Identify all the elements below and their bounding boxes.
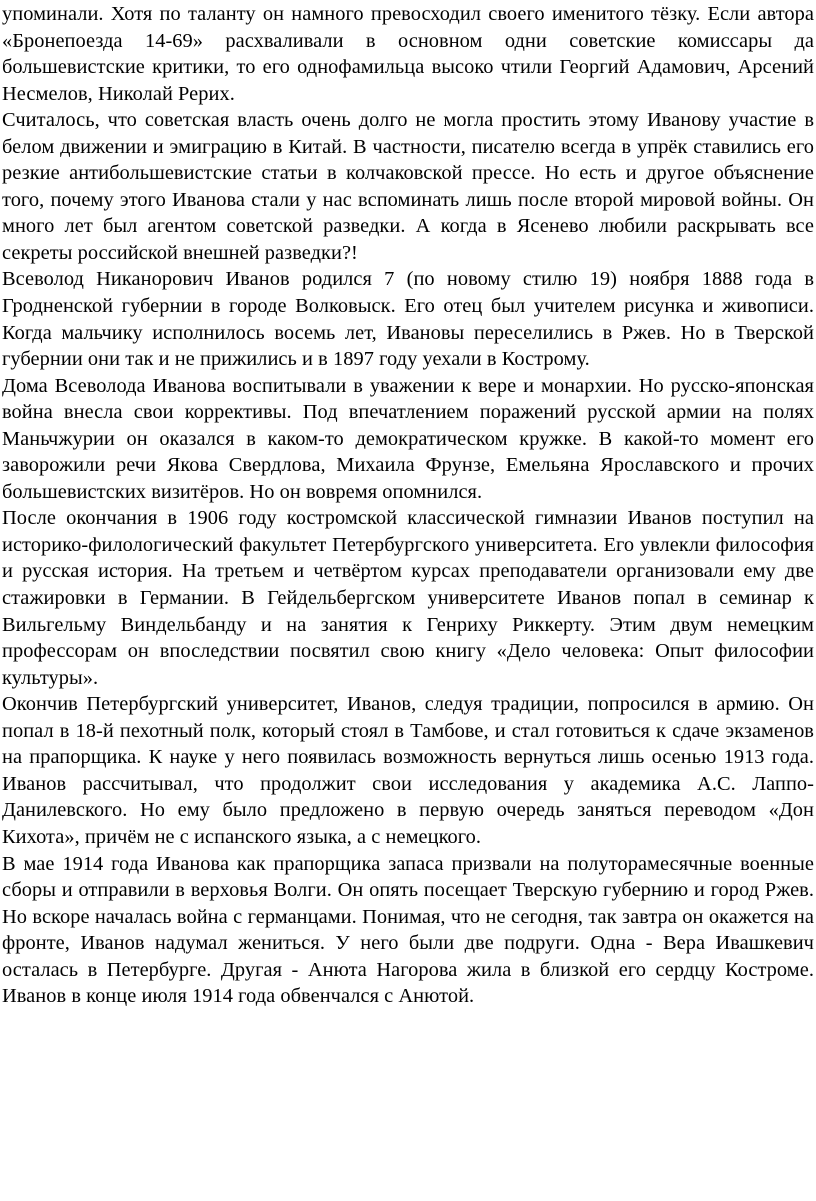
paragraph-5: После окончания в 1906 году костромской классической гимназии Иванов поступил на историко-филологический факультет Петербургского университета. Его увлекли философия и русская история. На третьем и четвёртом курсах преподаватели организовали ему две стажировки в Германии. В Гейдельбергском университете Иванов попал в семинар к Вильгельму Виндельбанду и на занятия к Генриху Риккерту. Этим двум немецким профессорам он впоследствии посвятил свою книгу «Дело человека: Опыт философии культуры». [2, 507, 814, 689]
paragraph-7: В мае 1914 года Иванова как прапорщика запаса призвали на полуторамесячные военные сборы и отправили в верховья Волги. Он опять посещает Тверскую губернию и город Ржев. Но вскоре началась война с германцами. Понимая, что не сегодня, так завтра он окажется на фронте, Иванов надумал жениться. У него были две подруги. Одна - Вера Ивашкевич осталась в Петербурге. Другая - Анюта Нагорова жила в близкой его сердцу Костроме. Иванов в конце июля 1914 года обвенчался с Анютой. [2, 852, 814, 1008]
paragraph-3: Всеволод Никанорович Иванов родился 7 (по новому стилю 19) ноября 1888 года в Гродненской губернии в городе Волковыск. Его отец был учителем рисунка и живописи. Когда мальчику исполнилось восемь лет, Ивановы переселились в Ржев. Но в Тверской губернии они так и не прижились и в 1897 году уехали в Кострому. [2, 268, 814, 371]
paragraph-1: упоминали. Хотя по таланту он намного превосходил своего именитого тёзку. Если автора «Бронепоезда 14-69» расхваливали в основном одни советские комиссары да большевистские критики, то его однофамильца высоко чтили Георгий Адамович, Арсений Несмелов, Николай Рерих. [2, 3, 814, 105]
paragraph-4: Дома Всеволода Иванова воспитывали в уважении к вере и монархии. Но русско-японская война внесла свои коррективы. Под впечатлением поражений русской армии на полях Маньчжурии он оказался в каком-то демократическом кружке. В какой-то момент его заворожили речи Якова Свердлова, Михаила Фрунзе, Емельяна Ярославского и прочих большевистских визитёров. Но он вовремя опомнился. [2, 374, 814, 503]
paragraph-6: Окончив Петербургский университет, Иванов, следуя традиции, попросился в армию. Он попал в 18-й пехотный полк, который стоял в Тамбове, и стал готовиться к сдаче экзаменов на прапорщика. К науке у него появилась возможность вернуться лишь осенью 1913 года. Иванов рассчитывал, что продолжит свои исследования у академика А.С. Лаппо-Данилевского. Но ему было предложено в первую очередь заняться переводом «Дон Кихота», причём не с испанского языка, а с немецкого. [2, 693, 814, 848]
paragraph-2: Считалось, что советская власть очень долго не могла простить этому Иванову участие в белом движении и эмиграцию в Китай. В частности, писателю всегда в упрёк ставились его резкие антибольшевистские статьи в колчаковской прессе. Но есть и другое объяснение того, почему этого Иванова стали у нас вспоминать лишь после второй мировой войны. Он много лет был агентом советской разведки. А когда в Ясенево любили раскрывать все секреты российской внешней разведки?! [2, 109, 814, 264]
